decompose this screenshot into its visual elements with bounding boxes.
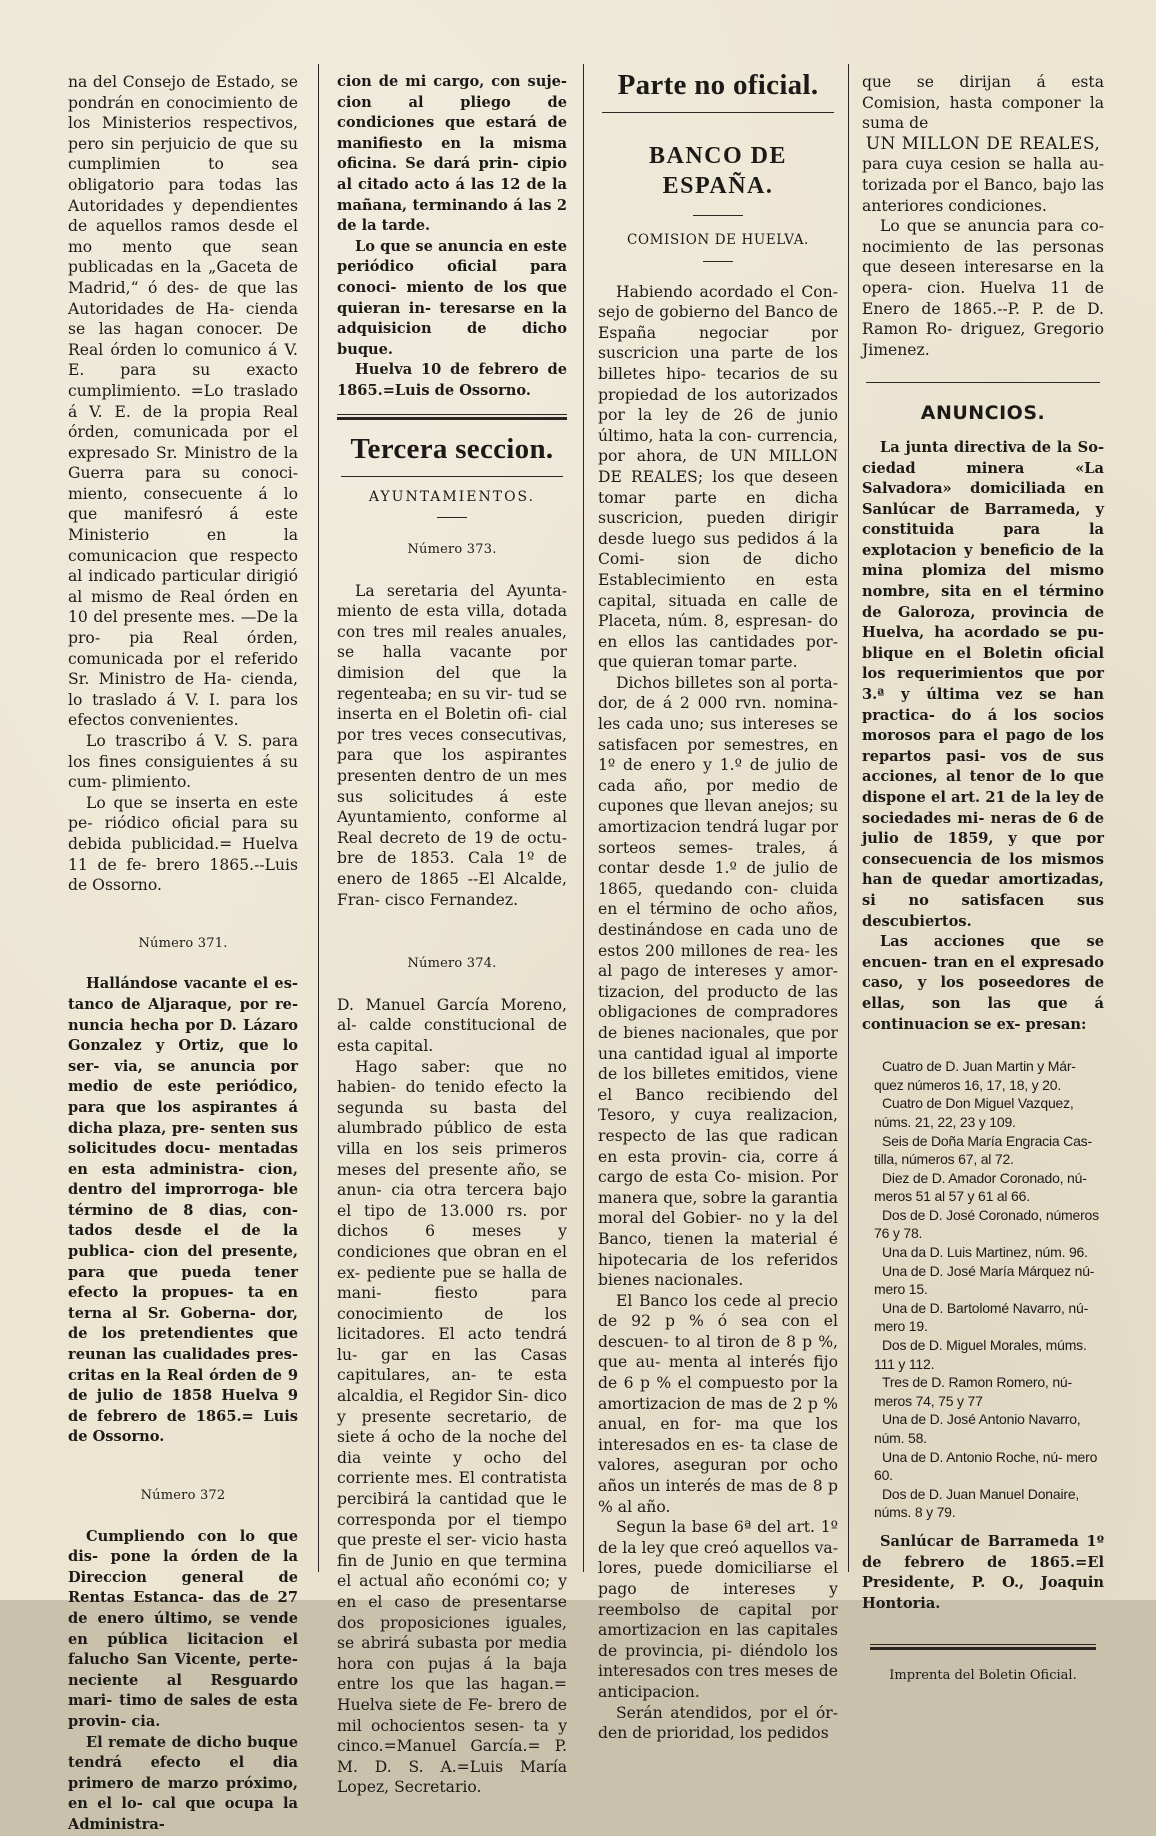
- parte-no-oficial-title: Parte no oficial.: [617, 69, 819, 101]
- banco-closing: Lo que se anuncia para co- nocimiento de las personas que deseen interesarse en la opera- cion. Huelva 11 de Enero de 1865.--P. P. de D. Ramon Ro- driguez, Gregorio Jimenez.: [862, 217, 1104, 359]
- notice-374-header: D. Manuel García Moreno, al- calde constitucional de esta capital.: [337, 995, 567, 1055]
- list-item: Una da D. Luis Martinez, núm. 96.: [882, 1244, 1088, 1261]
- list-item: Cuatro de Don Miguel Vazquez, núms. 21, 22, 23 y 109.: [874, 1095, 1074, 1130]
- notice-372-body-d: Lo que se anuncia en este periódico oficial para conoci- miento de los que quieran in- teresarse en la adquisicion de dicho buque.: [337, 237, 567, 358]
- heading-numero-373: Número 373.: [407, 542, 497, 558]
- section-divider: [337, 414, 567, 420]
- footer-rule: [870, 1644, 1096, 1650]
- list-item: Una de D. José María Márquez nú- mero 15.: [874, 1262, 1095, 1298]
- list-item: Una de D. Antonio Roche, nú- mero 60.: [874, 1448, 1098, 1484]
- notice-374-body: Hago saber: que no habien- do tenido efecto la segunda su basta del alumbrado público de esta villa en los seis primeros meses del presente año, se anun- cia otra tercera bajo el tipo de 13.000 rs. por dichos 6 meses y condiciones que obran en el ex- pediente pue se halla de mani- fiesto para conocimiento de los licitadores. El acto tendrá lu- gar en las Casas capitulares, an- te esta alcaldia, el Regidor Sin- dico y presente secretario, de siete á ocho de la noche del dia veinte y ocho del corriente mes. El contratista percibirá la cantidad que le corresponda por el tiempo que preste el ser- vicio hasta fin de Junio en que termina el actual año económi co; y en el caso de presentarse dos proposiciones iguales, se abrirá subasta por media hora con pujas á la baja entre los que las hagan.= Huelva siete de Fe- brero de mil ochocientos sesen- ta y cinco.=Manuel García.= P. M. D. S. A.=Luis María Lopez, Secretario.: [337, 1057, 567, 1797]
- ayuntamientos-heading: AYUNTAMIENTOS.: [368, 488, 536, 505]
- imprenta-footer: Imprenta del Boletin Oficial.: [889, 1668, 1077, 1684]
- notice-371-body: Hallándose vacante el es- tanco de Aljaraque, por re- nuncia hecha por D. Lázaro Gonzalez y Ortiz, que lo ser- via, se anuncia por medio de este periódico, para que los aspirantes á dicha plaza, pre- senten sus solicitudes docu- mentadas en esta administra- cion, dentro del improrroga- ble término de 8 dias, con- tados desde el de la publica- cion del presente, para que pueda tener efecto la propues- ta en terna al Sr. Goberna- dor, de los pretendientes que reunan las cualidades pres- critas en la Real órden de 9 de julio de 1858 Huelva 9 de febrero de 1865.= Luis de Ossorno.: [68, 975, 298, 1446]
- title-underline-2: [602, 112, 834, 113]
- heading-numero-374: Número 374.: [407, 956, 497, 972]
- banco-continuation-2: para cuya cesion se halla au- torizada por el Banco, bajo las anteriores condiciones.: [862, 155, 1104, 215]
- heading-separator: [437, 517, 467, 518]
- anuncios-rule: [866, 382, 1100, 383]
- column-divider-2: [583, 64, 584, 1572]
- list-item: Cuatro de D. Juan Martin y Már- quez números 16, 17, 18, y 20.: [874, 1058, 1076, 1093]
- list-item: Seis de Doña María Engracia Cas- tilla, números 67, al 72.: [874, 1132, 1092, 1168]
- column-1: [68, 72, 298, 1833]
- column-divider-3: [848, 64, 849, 1572]
- notice-372-body-b: El remate de dicho buque tendrá efecto el dia primero de marzo próximo, en el lo- cal que ocupa la Administra-: [68, 1733, 298, 1833]
- notice-373-body: La seretaria del Ayunta- miento de esta villa, dotada con tres mil reales anuales, se halla vacante por dimision del que la regenteaba; en su vir- tud se inserta en el Boletin ofi- cial por tres veces consecutivas, para que los aspirantes presenten dentro de un mes sus solicitudes á este Ayuntamiento, conforme al Real decreto de 19 de octu- bre de 1853. Cala 1º de enero de 1865 --El Alcalde, Fran- cisco Fernandez.: [337, 581, 567, 909]
- banco-de-espana-heading: BANCO DE ESPAÑA.: [648, 143, 787, 199]
- un-millon-de-reales: UN MILLON DE REALES,: [865, 133, 1101, 154]
- comision-de-huelva-heading: COMISION DE HUELVA.: [627, 232, 809, 248]
- banco-continuation: que se dirijan á esta Comision, hasta componer la suma de: [862, 73, 1104, 133]
- col1-paragraph-2: Lo trascribo á V. S. para los fines consiguientes á su cum- plimiento.: [68, 732, 298, 792]
- list-item: Diez de D. Amador Coronado, nú- meros 51 al 57 y 61 al 66.: [874, 1169, 1087, 1205]
- notice-372-signature: Huelva 10 de febrero de 1865.=Luis de Ossorno.: [337, 361, 567, 399]
- list-item: Dos de D. Miguel Morales, múms. 111 y 112.: [874, 1337, 1087, 1372]
- col1-paragraph-3: Lo que se inserta en este pe- riódico oficial para su debida publicidad.= Huelva 11 de fe- brero 1865.--Luis de Ossorno.: [68, 793, 298, 895]
- anuncios-heading: ANUNCIOS.: [920, 402, 1046, 425]
- list-item: Dos de D. Juan Manuel Donaire, núms. 8 y 79.: [874, 1485, 1080, 1521]
- column-divider-1: [318, 64, 319, 1572]
- list-item: Dos de D. José Coronado, números 76 y 78.: [874, 1206, 1099, 1242]
- anuncio-acciones-intro: Las acciones que se encuen- tran en el expresado caso, y los poseedores de ellas, son las que á continuacion se ex- presan:: [862, 933, 1104, 1033]
- list-item: Una de D. Bartolomé Navarro, nú- mero 19.: [874, 1299, 1089, 1335]
- anuncio-signature: Sanlúcar de Barrameda 1º de febrero de 1865.=El Presidente, P. O., Joaquin Hontoria.: [862, 1532, 1104, 1612]
- list-item: Tres de D. Ramon Romero, nú- meros 74, 75 y 77: [874, 1374, 1072, 1409]
- banco-paragraph-4: Segun la base 6ª del art. 1º de la ley que creó aquellos va- lores, puede domiciliarse el pago de intereses y reembolso de capital por amortizacion en las capitales de provincia, pi- diéndolo los interesados con tres meses de anticipacion.: [598, 1518, 838, 1701]
- acciones-list: [862, 1057, 1104, 1522]
- banco-paragraph-1: Habiendo acordado el Con- sejo de gobierno del Banco de España negociar por suscricion una parte de los billetes hipo- tecarios de su propiedad de los autorizados por la ley de 26 de junio último, hata la con- currencia, por ahora, de UN MILLON DE REALES; los que deseen tomar parte en dicha suscricion, pueden dirigir desde luego sus pedidos á la Comi- sion de dicho Establecimiento en esta capital, situada en calle de Placeta, núm. 8, espresan- do en ellos las cantidades por- que quieran tomar parte.: [598, 282, 838, 672]
- column-3: [598, 68, 838, 1743]
- column-2: [337, 72, 567, 1797]
- notice-372-body-a: Cumpliendo con lo que dis- pone la órden de la Direccion general de Rentas Estanca- das de 27 de enero último, se vende en pública licitacion el falucho San Vicente, perte- neciente al Resguardo mari- timo de sales de esta provin- cia.: [68, 1527, 298, 1730]
- banco-paragraph-5: Serán atendidos, por el ór- den de prioridad, los pedidos: [598, 1703, 838, 1743]
- banco-paragraph-2: Dichos billetes son al porta- dor, de á 2 000 rvn. nomina- les cada uno; sus intereses se satisfacen por semestres, en 1º de enero y 1.º de julio de cada año, por medio de cupones que llevan anejos; su amortizacion tendrá lugar por sorteos semes- trales, á contar desde 1.º de julio de 1865, quedando con- cluida en el término de ocho años, destinándose en cada uno de estos 200 millones de rea- les al pago de intereses y amor- tizacion, del producto de las obligaciones de compradores de bienes nacionales, que por una cantidad igual al importe de los billetes emitidos, viene el Banco recibiendo del Tesoro, y cuya realizacion, respecto de las que radican en esta provin- cia, corre á cargo de esta Co- mision. Por manera que, sobre la garantia moral del Gobier- no y la del Banco, tienen la material é hipotecaria de los referidos bienes nacionales.: [598, 673, 838, 1290]
- heading-separator-2: [693, 215, 743, 216]
- heading-numero-372: Número 372: [140, 1488, 226, 1503]
- banco-paragraph-3: El Banco los cede al precio de 92 p % ó sea con el descuen- to al tiron de 8 p %, que au- menta al interés fijo de 6 p % el compuesto por la amortizacion de mas de 2 p % anual, en for- ma que los interesados en es- ta clase de valores, aseguran por ocho años un interés de mas de 8 p % al año.: [598, 1291, 838, 1516]
- title-underline: [341, 476, 563, 477]
- anuncio-salvadora-body: La junta directiva de la So- ciedad minera «La Salvadora» domiciliada en Sanlúcar de Barrameda, y constituida para la explotacion y beneficio de la mina plomiza del mismo nombre, sita en el término de Galoroza, provincia de Huelva, ha acordado se pu- blique en el Boletin oficial los requerimientos que por 3.ª y última vez se han practica- do á los socios morosos para el pago de los repartos pasi- vos de sus acciones, al tenor de lo que dispone el art. 21 de la ley de sociedades mi- neras de 6 de julio de 1859, y que por consecuencia de los mismos han de quedar amortizadas, si no satisfacen sus descubiertos.: [862, 438, 1104, 930]
- tercera-seccion-title: Tercera seccion.: [350, 432, 554, 465]
- column-4: [862, 72, 1104, 1684]
- list-item: Una de D. José Antonio Navarro, núm. 58.: [874, 1411, 1081, 1446]
- notice-372-body-c: cion de mi cargo, con suje- cion al pliego de condiciones que estará de manifiesto en la misma oficina. Se dará prin- cipio al citado acto á las 12 de la mañana, terminando á las 2 de la tarde.: [337, 73, 567, 235]
- heading-separator-3: [703, 261, 733, 262]
- heading-numero-371: Número 371.: [138, 935, 228, 951]
- col1-paragraph-1: na del Consejo de Estado, se pondrán en conocimiento de los Ministerios respectivos, pero sin perjuicio de que su cumplimien to sea obligatorio para todas las Autoridades y dependientes de aquellos ramos desde el mo mento que sean publicadas en la „Gaceta de Madrid,“ ó des- de que las Autoridades de Ha- cienda se las hagan conocer. De Real órden lo comunico á V. E. para su exacto cumplimiento. =Lo traslado á V. E. de la propia Real órden, comunicada por el expresado Sr. Ministro de la Guerra para su conoci- miento, consecuente á lo que manifesró á este Ministerio en la comunicacion que respecto al indicado particular dirigió al mismo de Real órden en 10 del presente mes. —De la pro- pia Real órden, comunicada por el referido Sr. Ministro de Ha- cienda, lo traslado á V. I. para los efectos convenientes.: [68, 73, 298, 730]
